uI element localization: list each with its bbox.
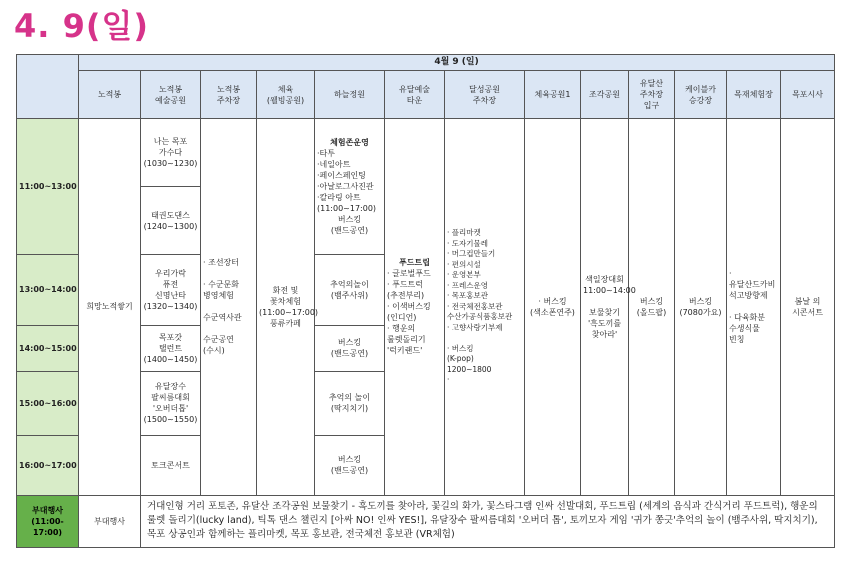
sky-item: ·칼라링 아트 (11:00~17:00): [317, 193, 377, 214]
yudal-item: · 글로벌푸드: [387, 269, 431, 279]
cell-sculpture: [581, 119, 636, 496]
cell-dalseong: [445, 119, 525, 496]
time-slot: 11:00~13:00: [17, 119, 79, 255]
sky-busking: 버스킹 (밴드공연): [330, 215, 369, 236]
dalseong-item: 수산가공식품홍보관: [447, 312, 513, 322]
schedule-table: [16, 54, 835, 548]
cell-poem: 봄날 의 시콘서트: [781, 119, 835, 496]
cell-wellbeing: 화전 및 꽃차체험 (11:00~17:00) 풍류카페: [257, 119, 315, 496]
cell-art-park: 나는 목포 가수다 (1030~1230): [141, 119, 201, 187]
sculpture-contest: 색일장대회 11:00~14:00: [583, 274, 636, 295]
dalseong-item: · 도자기물레: [447, 238, 488, 248]
cell-wood: [727, 119, 781, 496]
wood-item: · 다육화분 수생식물 빈칭: [729, 313, 765, 345]
dalseong-item: · 머그컵만들기: [447, 249, 496, 259]
col-header: 유달예술 타운: [385, 71, 445, 119]
col-header: 체육공원1: [525, 71, 581, 119]
date-header: 4월 9 (일): [79, 55, 835, 71]
col-header: 체육 (웰빙공원): [257, 71, 315, 119]
col-header: 달성공원 주차장: [445, 71, 525, 119]
cell-art-park: 우리가락 퓨전 신명난타 (1320~1340): [141, 255, 201, 325]
sky-item: ·페이스페인팅: [317, 171, 366, 181]
cell-sky-busking: 버스킹 (밴드공연): [315, 325, 385, 371]
cell-sports1: · 버스킹 (색소폰연주): [525, 119, 581, 496]
cell-art-park: 목포갓 탤런트 (1400~1450): [141, 325, 201, 371]
yudal-item: · 행운의 룰렛돌리기 '럭키랜드': [387, 324, 426, 356]
dalseong-item: · 편의시설: [447, 259, 481, 269]
parking-item: 수군공연 (수시): [203, 335, 234, 356]
dalseong-busking: · 버스킹 (K-pop) 1200~1800 ·: [447, 343, 492, 385]
time-slot: 14:00~15:00: [17, 325, 79, 371]
cell-art-park: 토크콘서트: [141, 435, 201, 495]
col-header: 노적봉 예술공원: [141, 71, 201, 119]
page-title: 4. 9(일): [14, 7, 149, 45]
col-header: 케이블카 승강장: [675, 71, 727, 119]
parking-item: · 수군문화 병영체험: [203, 280, 239, 301]
cell-cable: 버스킹 (7080가요): [675, 119, 727, 496]
col-header: 조각공원: [581, 71, 629, 119]
col-header: 목재체험장: [727, 71, 781, 119]
event-name: 부대행사: [79, 495, 141, 547]
dalseong-item: · 플리마켓: [447, 228, 481, 238]
dalseong-item: · 운영본부: [447, 270, 481, 280]
parking-item: · 조선장터: [203, 258, 239, 268]
dalseong-item: · 고향사랑기부제: [447, 322, 503, 332]
dalseong-item: · 목포홍보관: [447, 291, 488, 301]
time-slot: 15:00~16:00: [17, 371, 79, 435]
sky-item: ·네일아트: [317, 160, 351, 170]
cell-nojeok: 희망노적쌓기: [79, 119, 141, 496]
dalseong-item: · 전국체전홍보관: [447, 301, 503, 311]
cell-yudal-entrance: 버스킹 (올드팝): [629, 119, 675, 496]
cell-sky-play: 추억의 놀이 (딱지치기): [315, 371, 385, 435]
yudal-title: 푸드트립: [399, 258, 430, 268]
yudal-item: · 이색버스킹 (인디언): [387, 302, 431, 323]
parking-item: 수군역사관: [203, 313, 242, 323]
col-header: 목포시사: [781, 71, 835, 119]
dalseong-item: · 프레스운영: [447, 280, 488, 290]
sky-item: ·타투: [317, 149, 335, 159]
col-header: 노적봉: [79, 71, 141, 119]
cell-parking: [201, 119, 257, 496]
time-slot: 16:00~17:00: [17, 435, 79, 495]
time-slot: 13:00~14:00: [17, 255, 79, 325]
col-header: 유달산 주차장 입구: [629, 71, 675, 119]
col-header: 노적봉 주차장: [201, 71, 257, 119]
sculpture-treasure: 보물찾기 '흑도끼를 찾아라': [587, 307, 622, 339]
wood-item: · 유달산드카비 석고방향제: [729, 269, 776, 301]
cell-sky-garden: [315, 119, 385, 255]
cell-sky-busking: 버스킹 (밴드공연): [315, 435, 385, 495]
sky-title: 체험존운영: [330, 138, 369, 148]
cell-art-park: 유달장수 팔씨름대회 '오버더톱' (1500~1550): [141, 371, 201, 435]
col-header: 하늘정원: [315, 71, 385, 119]
event-description: 거대인형 거리 포토존, 유달산 조각공원 보물찾기 - 흑도끼를 찾아라, 꽃길의 화가, 꽃스타그램 인싸 선발대회, 푸드트립 (세계의 음식과 간식거리 푸드트럭), 행운의 룰렛 돌리기(lucky land), 틱톡 댄스 챌린지 [아싸 NO! 인싸 YES!], 유달장수 팔씨름대회 '오버더 톱', 토끼모자 게임 '귀가 쫑긋'추억의 놀이 (뱀주사위, 딱지치기), 목포 상공인과 함께하는 플리마켓, 목포 홍보관, 전국체전 홍보관 (VR체험): [141, 495, 835, 547]
cell-sky-play: 추억의놀이 (뱀주사위): [315, 255, 385, 325]
sky-item: ·아날로그사진관: [317, 182, 374, 192]
event-label: 부대행사 (11:00-17:00): [17, 495, 79, 547]
cell-art-park: 태권도댄스 (1240~1300): [141, 187, 201, 255]
corner-cell: [17, 55, 79, 119]
cell-yudal-art: [385, 119, 445, 496]
yudal-item: · 푸드트럭 (추전부리): [387, 280, 425, 301]
